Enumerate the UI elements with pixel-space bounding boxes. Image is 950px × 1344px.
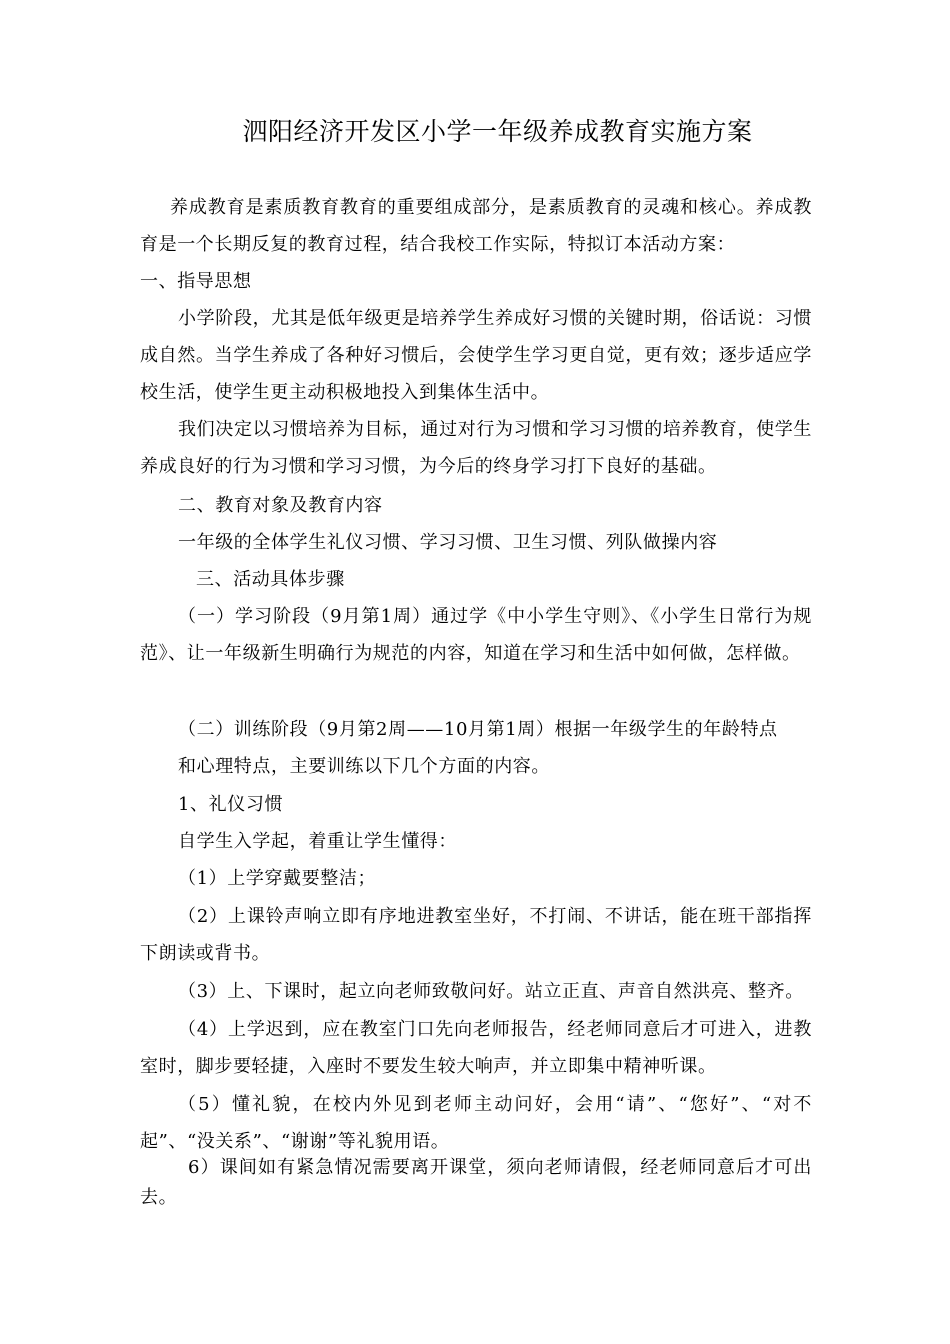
- etiquette-intro: 自学生入学起，着重让学生懂得：: [178, 831, 457, 852]
- etiquette-item-4: （4）上学迟到，应在教室门口先向老师报告，经老师同意后才可进入，进教室时，脚步要轻捷，入座时不要发生较大响声，并立即集中精神听课。: [140, 1019, 812, 1077]
- document-title: 泗阳经济开发区小学一年级养成教育实施方案: [242, 117, 753, 146]
- step-2-line-1: （二）训练阶段（9月第2周——10月第1周）根据一年级学生的年龄特点: [178, 719, 778, 740]
- section-heading-activity-steps: 三、活动具体步骤: [196, 569, 345, 590]
- step-1-paragraph: （一）学习阶段（9月第1周）通过学《中小学生守则》、《小学生日常行为规范》、让一年级新生明确行为规范的内容，知道在学习和生活中如何做，怎样做。: [140, 606, 812, 664]
- guiding-thought-paragraph-1: 小学阶段，尤其是低年级更是培养学生养成好习惯的关键时期，俗话说：习惯成自然。当学生养成了各种好习惯后，会使学生学习更自觉，更有效；逐步适应学校生活，使学生更主动积极地投入到集体生活中。: [140, 308, 812, 403]
- etiquette-item-6: 6）课间如有紧急情况需要离开课堂，须向老师请假，经老师同意后才可出去。: [140, 1157, 812, 1208]
- section-heading-education-target: 二、教育对象及教育内容: [178, 495, 383, 516]
- step-2-line-2: 和心理特点，主要训练以下几个方面的内容。: [178, 756, 550, 777]
- etiquette-item-2: （2）上课铃声响立即有序地进教室坐好，不打闹、不讲话，能在班干部指挥下朗读或背书。: [140, 906, 812, 964]
- guiding-thought-paragraph-2: 我们决定以习惯培养为目标，通过对行为习惯和学习习惯的培养教育，使学生养成良好的行为习惯和学习习惯，为今后的终身学习打下良好的基础。: [140, 419, 812, 477]
- etiquette-item-5: （5）懂礼貌，在校内外见到老师主动问好，会用“请”、“您好”、“对不起”、“没关系”、“谢谢”等礼貌用语。: [140, 1094, 812, 1152]
- education-target-content: 一年级的全体学生礼仪习惯、学习习惯、卫生习惯、列队做操内容: [178, 532, 718, 553]
- subheading-etiquette-habits: 1、礼仪习惯: [178, 794, 284, 815]
- etiquette-item-3: （3）上、下课时，起立向老师致敬问好。站立正直、声音自然洪亮、整齐。: [178, 981, 804, 1002]
- etiquette-item-1: （1）上学穿戴要整洁；: [178, 868, 377, 889]
- section-heading-guiding-thought: 一、指导思想: [140, 271, 252, 292]
- intro-paragraph: 养成教育是素质教育教育的重要组成部分，是素质教育的灵魂和核心。养成教育是一个长期反复的教育过程，结合我校工作实际，特拟订本活动方案：: [140, 197, 812, 255]
